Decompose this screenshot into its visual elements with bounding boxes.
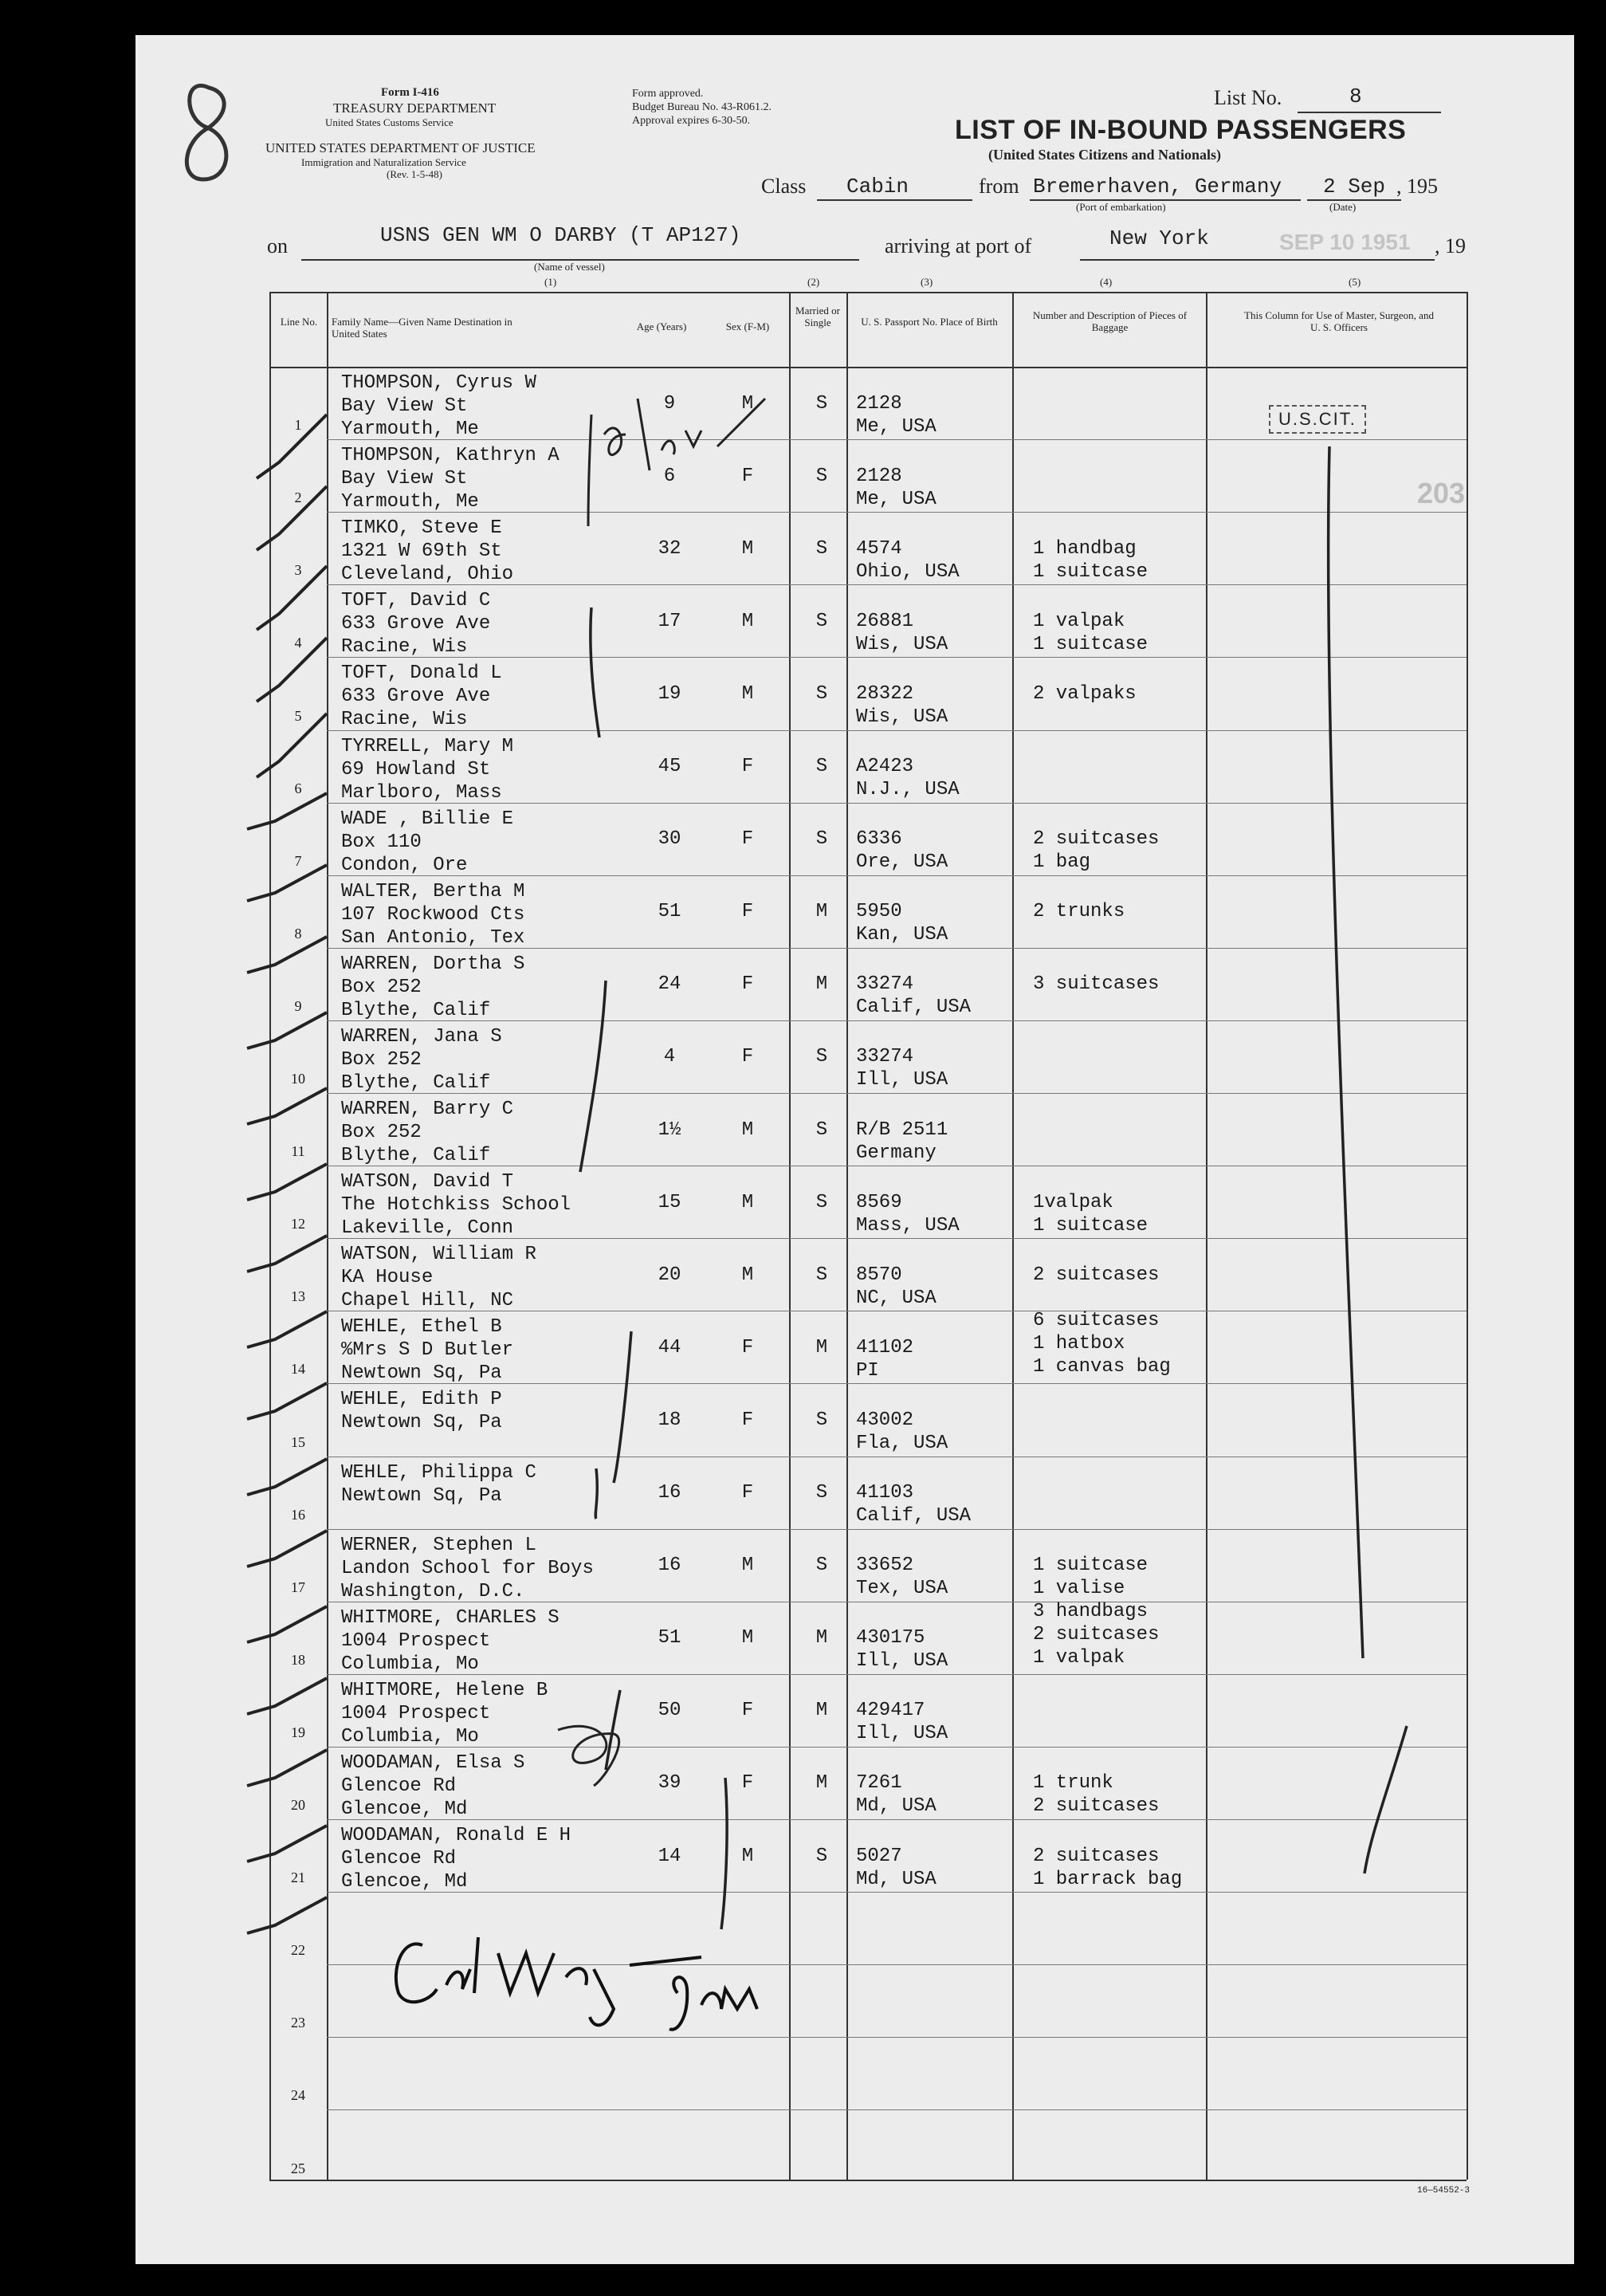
passenger-sex: F — [741, 1336, 754, 1358]
passport-field: 5027 — [856, 1845, 902, 1867]
passenger-name-line: WOODAMAN, Elsa S — [341, 1751, 525, 1774]
passenger-name-line: WARREN, Jana S — [341, 1025, 502, 1048]
passenger-sex: F — [741, 973, 754, 996]
passenger-sex: F — [741, 828, 754, 851]
column-number-5: (5) — [1349, 276, 1361, 288]
passenger-name-line: San Antonio, Tex — [341, 926, 525, 949]
baggage-item: 1 valise — [1033, 1578, 1125, 1600]
passenger-name-line: Bay View St — [341, 468, 468, 490]
header-passport: U. S. Passport No. Place of Birth — [861, 316, 998, 328]
passenger-sex: F — [741, 1700, 754, 1722]
date-caption: (Date) — [1329, 201, 1357, 213]
passenger-name-line: Box 252 — [341, 1122, 422, 1143]
marital-status: M — [815, 1772, 828, 1795]
passport-field: 28322 — [856, 682, 914, 705]
column-number-1: (1) — [544, 276, 557, 288]
passenger-name-line: %Mrs S D Butler — [341, 1339, 514, 1362]
baggage-item: 1 suitcase — [1033, 1214, 1149, 1236]
baggage-item: 2 suitcases — [1033, 1623, 1160, 1645]
arriving-label: arriving at port of — [885, 234, 1032, 258]
line-number: 2 — [294, 489, 302, 506]
passenger-name-line: Cleveland, Ohio — [341, 564, 514, 586]
passenger-sex: F — [741, 1482, 754, 1504]
passenger-sex: F — [741, 1772, 754, 1795]
passport-field: 6336 — [856, 828, 902, 851]
passport-field: Wis, USA — [856, 706, 948, 728]
passenger-age: 17 — [658, 610, 681, 632]
passport-field: Kan, USA — [856, 924, 948, 946]
passport-field: Me, USA — [856, 488, 937, 510]
passport-field: Ore, USA — [856, 851, 948, 874]
passenger-age: 50 — [658, 1700, 681, 1722]
passenger-name-line: WATSON, David T — [341, 1171, 514, 1193]
passport-field: 41102 — [856, 1336, 914, 1358]
passenger-name-line: Columbia, Mo — [341, 1653, 479, 1675]
passenger-name-line: Newtown Sq, Pa — [341, 1412, 502, 1434]
passport-field: 43002 — [856, 1409, 914, 1431]
passenger-name-line: THOMPSON, Cyrus W — [341, 372, 536, 394]
footer-code: 16—54552-3 — [1417, 2186, 1471, 2196]
passenger-sex: M — [741, 1555, 754, 1577]
passport-field: 26881 — [856, 610, 914, 632]
marital-status: S — [815, 1119, 828, 1141]
passport-field: N.J., USA — [856, 779, 960, 801]
passenger-name-line: Racine, Wis — [341, 709, 468, 731]
passenger-name-line: Chapel Hill, NC — [341, 1290, 514, 1312]
line-number: 3 — [294, 562, 302, 579]
class-value: Cabin — [846, 175, 909, 199]
department-of-justice: UNITED STATES DEPARTMENT OF JUSTICE — [265, 140, 536, 155]
vessel-caption: (Name of vessel) — [534, 261, 605, 273]
passenger-sex: M — [741, 682, 754, 705]
passenger-age: 19 — [658, 682, 681, 705]
marital-status: S — [815, 682, 828, 705]
passenger-sex: M — [741, 1264, 754, 1286]
passenger-sex: F — [741, 1409, 754, 1431]
passenger-age: 14 — [658, 1845, 681, 1867]
passenger-sex: F — [741, 465, 754, 487]
passenger-name-line: WHITMORE, CHARLES S — [341, 1606, 560, 1629]
marital-status: M — [815, 1336, 828, 1358]
passport-field: 2128 — [856, 465, 902, 487]
baggage-item: 1 handbag — [1033, 537, 1137, 560]
baggage-item: 1 bag — [1033, 851, 1091, 874]
baggage-item: 1 suitcase — [1033, 1555, 1149, 1577]
line-number: 23 — [291, 2015, 305, 2031]
line-number: 11 — [291, 1143, 305, 1160]
line-number: 12 — [291, 1216, 305, 1233]
marital-status: S — [815, 610, 828, 632]
marital-status: M — [815, 1627, 828, 1649]
on-label: on — [267, 234, 288, 258]
baggage-item: 2 suitcases — [1033, 1795, 1160, 1818]
column-number-2: (2) — [807, 276, 820, 288]
passport-field: Md, USA — [856, 1795, 937, 1818]
form-number: Form I-416 — [381, 86, 439, 99]
passport-field: Ill, USA — [856, 1723, 948, 1745]
passenger-name-line: Landon School for Boys — [341, 1557, 594, 1579]
line-number: 25 — [291, 2160, 305, 2176]
passport-field: 430175 — [856, 1627, 925, 1649]
line-number: 4 — [294, 635, 302, 651]
passenger-age: 6 — [663, 465, 676, 487]
passenger-age: 1½ — [658, 1119, 681, 1141]
passenger-name-line: WEHLE, Edith P — [341, 1389, 502, 1411]
passenger-age: 45 — [658, 756, 681, 778]
line-number: 1 — [294, 417, 302, 434]
marital-status: S — [815, 756, 828, 778]
marital-status: S — [815, 537, 828, 560]
treasury-department: TREASURY DEPARTMENT — [333, 100, 497, 116]
line-number: 17 — [291, 1578, 305, 1595]
margin-eight — [187, 85, 226, 179]
passenger-name-line: 1321 W 69th St — [341, 541, 502, 563]
passenger-name-line: Washington, D.C. — [341, 1580, 525, 1602]
passport-field: Tex, USA — [856, 1578, 948, 1600]
passport-field: Ill, USA — [856, 1650, 948, 1673]
passenger-age: 51 — [658, 901, 681, 923]
arrival-date-stamp: SEP 10 1951 — [1279, 230, 1411, 254]
baggage-item: 1 canvas bag — [1033, 1356, 1171, 1378]
passenger-name-line: WARREN, Dortha S — [341, 953, 525, 975]
passenger-name-line: Marlboro, Mass — [341, 781, 502, 804]
passenger-age: 39 — [658, 1772, 681, 1795]
header-married: Married or Single — [795, 305, 840, 328]
baggage-item: 3 suitcases — [1033, 973, 1160, 996]
passenger-name-line: 1004 Prospect — [341, 1702, 491, 1724]
vessel-name: USNS GEN WM O DARBY (T AP127) — [380, 223, 741, 247]
passenger-name-line: Newtown Sq, Pa — [341, 1484, 502, 1507]
baggage-item: 1 valpak — [1033, 1646, 1125, 1669]
column-number-4: (4) — [1100, 276, 1113, 288]
revision: (Rev. 1-5-48) — [387, 168, 442, 180]
customs-service: United States Customs Service — [325, 116, 454, 128]
passenger-name-line: Blythe, Calif — [341, 999, 491, 1021]
passenger-sex: M — [741, 392, 754, 415]
baggage-item: 1 valpak — [1033, 610, 1125, 632]
baggage-item: 1 barrack bag — [1033, 1868, 1183, 1890]
baggage-item: 2 trunks — [1033, 901, 1125, 923]
line-number: 16 — [291, 1506, 305, 1523]
baggage-item: 1 suitcase — [1033, 560, 1149, 583]
baggage-item: 2 suitcases — [1033, 1845, 1160, 1867]
passenger-sex: M — [741, 610, 754, 632]
passenger-name-line: WHITMORE, Helene B — [341, 1679, 548, 1701]
passport-field: Fla, USA — [856, 1432, 948, 1454]
passport-field: 33274 — [856, 1046, 914, 1068]
passenger-name-line: 107 Rockwood Cts — [341, 903, 525, 926]
baggage-item: 2 valpaks — [1033, 682, 1137, 705]
line-number: 5 — [294, 707, 302, 724]
passenger-name-line: Blythe, Calif — [341, 1071, 491, 1094]
passport-field: 429417 — [856, 1700, 925, 1722]
marital-status: M — [815, 901, 828, 923]
passenger-name-line: Glencoe, Md — [341, 1798, 468, 1820]
baggage-item: 1valpak — [1033, 1191, 1113, 1213]
document-subtitle: (United States Citizens and Nationals) — [988, 147, 1222, 163]
passenger-name-line: WATSON, William R — [341, 1244, 536, 1266]
passenger-name-line: Columbia, Mo — [341, 1725, 479, 1748]
passenger-name-line: Blythe, Calif — [341, 1145, 491, 1166]
passenger-name-line: Glencoe Rd — [341, 1848, 457, 1869]
from-label: from — [979, 175, 1019, 198]
baggage-item: 6 suitcases — [1033, 1310, 1160, 1332]
passenger-sex: M — [741, 1845, 754, 1867]
budget-bureau: Budget Bureau No. 43-R061.2. — [632, 101, 772, 113]
passport-field: Calif, USA — [856, 997, 972, 1019]
us-citizen-stamp: U.S.CIT. — [1269, 405, 1366, 434]
passenger-age: 16 — [658, 1555, 681, 1577]
passenger-name-line: TIMKO, Steve E — [341, 517, 502, 540]
marital-status: S — [815, 1191, 828, 1213]
passenger-name-line: Box 252 — [341, 1048, 422, 1071]
passenger-name-line: Racine, Wis — [341, 636, 468, 659]
list-number: 8 — [1349, 85, 1362, 108]
passport-field: 33274 — [856, 973, 914, 996]
line-number: 13 — [291, 1288, 305, 1305]
marital-status: S — [815, 1046, 828, 1068]
passport-field: PI — [856, 1359, 879, 1382]
marital-status: M — [815, 1700, 828, 1722]
marital-status: S — [815, 392, 828, 415]
passenger-name-line: Glencoe Rd — [341, 1775, 457, 1797]
baggage-item: 3 handbags — [1033, 1600, 1149, 1622]
class-label: Class — [761, 175, 807, 198]
column-number-3: (3) — [921, 276, 933, 288]
passenger-name-line: 69 Howland St — [341, 758, 491, 780]
passport-field: A2423 — [856, 756, 914, 778]
baggage-item: 2 suitcases — [1033, 828, 1160, 851]
passenger-name-line: 633 Grove Ave — [341, 613, 491, 635]
passenger-name-line: 1004 Prospect — [341, 1630, 491, 1652]
header-name: Family Name—Given Name Destination in United States — [332, 316, 512, 340]
passenger-name-line: Condon, Ore — [341, 854, 468, 876]
embarkation-port: Bremerhaven, Germany — [1033, 175, 1282, 199]
line-number: 24 — [291, 2087, 305, 2104]
passport-field: Ohio, USA — [856, 560, 960, 583]
embarkation-date: 2 Sep — [1323, 175, 1386, 199]
passport-field: 2128 — [856, 392, 902, 415]
annotation-text — [0, 0, 3, 1]
passenger-name-line: Glencoe, Md — [341, 1871, 468, 1893]
passport-field: NC, USA — [856, 1287, 937, 1309]
passenger-age: 51 — [658, 1627, 681, 1649]
passenger-age: 20 — [658, 1264, 681, 1286]
passport-field: Mass, USA — [856, 1214, 960, 1236]
passport-field: Me, USA — [856, 415, 937, 438]
marital-status: M — [815, 973, 828, 996]
passport-field: 33652 — [856, 1555, 914, 1577]
handwritten-annotation — [588, 399, 765, 526]
line-number: 9 — [294, 997, 302, 1014]
list-number-label: List No. — [1214, 86, 1282, 109]
passenger-name-line: WALTER, Bertha M — [341, 880, 525, 902]
header-baggage: Number and Description of Pieces of Baggage — [1032, 309, 1188, 333]
bracket-strokes — [580, 446, 1407, 1929]
page-number-mark: 203 — [1417, 477, 1466, 509]
passenger-name-line: TYRRELL, Mary M — [341, 735, 514, 757]
ins-service: Immigration and Naturalization Service — [301, 156, 466, 168]
marital-status: S — [815, 1409, 828, 1431]
passenger-age: 18 — [658, 1409, 681, 1431]
passenger-name-line: KA House — [341, 1267, 434, 1289]
passport-field: Ill, USA — [856, 1069, 948, 1091]
year-19: , 19 — [1435, 234, 1466, 258]
passenger-name-line: WOODAMAN, Ronald E H — [341, 1825, 571, 1846]
year-195: , 195 — [1396, 175, 1438, 198]
passenger-name-line: TOFT, David C — [341, 590, 491, 612]
passport-field: Wis, USA — [856, 633, 948, 655]
header-line-no: Line No. — [280, 316, 318, 328]
passport-field: 8569 — [856, 1191, 902, 1213]
passenger-name-line: Lakeville, Conn — [341, 1217, 514, 1240]
passenger-age: 32 — [658, 537, 681, 560]
baggage-item: 2 suitcases — [1033, 1264, 1160, 1286]
passenger-name-line: 633 Grove Ave — [341, 686, 491, 708]
line-number: 15 — [291, 1433, 305, 1450]
line-number: 6 — [294, 780, 302, 796]
signature — [396, 1937, 757, 2030]
baggage-item: 1 trunk — [1033, 1772, 1113, 1795]
passport-field: 8570 — [856, 1264, 902, 1286]
passport-field: Calif, USA — [856, 1505, 972, 1527]
passenger-age: 30 — [658, 828, 681, 851]
passenger-age: 15 — [658, 1191, 681, 1213]
passenger-age: 16 — [658, 1482, 681, 1504]
passenger-sex: M — [741, 1119, 754, 1141]
passenger-name-line: Box 252 — [341, 976, 422, 998]
passenger-name-line: TOFT, Donald L — [341, 662, 502, 685]
passport-field: R/B 2511 — [856, 1119, 948, 1141]
embarkation-caption: (Port of embarkation) — [1076, 201, 1166, 213]
passenger-sex: M — [741, 1627, 754, 1649]
line-number: 10 — [291, 1071, 305, 1087]
passenger-age: 44 — [658, 1336, 681, 1358]
line-number: 7 — [294, 852, 302, 869]
marital-status: S — [815, 1264, 828, 1286]
header-sex: Sex (F-M) — [725, 320, 770, 332]
line-number: 21 — [291, 1869, 305, 1886]
header-age: Age (Years) — [636, 320, 687, 332]
passport-field: 7261 — [856, 1772, 902, 1795]
passport-field: 4574 — [856, 537, 902, 560]
line-number: 19 — [291, 1724, 305, 1740]
baggage-item: 1 suitcase — [1033, 633, 1149, 655]
form-approved: Form approved. — [632, 88, 704, 100]
line-number: 14 — [291, 1361, 305, 1378]
passenger-name-line: WADE , Billie E — [341, 808, 514, 830]
passenger-name-line: Bay View St — [341, 395, 468, 417]
marital-status: S — [815, 1555, 828, 1577]
marital-status: S — [815, 828, 828, 851]
passenger-name-line: WARREN, Barry C — [341, 1099, 514, 1120]
passenger-name-line: WEHLE, Philippa C — [341, 1461, 536, 1484]
marital-status: S — [815, 1482, 828, 1504]
passenger-name-line: WERNER, Stephen L — [341, 1534, 536, 1556]
passenger-age: 9 — [663, 392, 676, 415]
marital-status: S — [815, 465, 828, 487]
passenger-sex: F — [741, 1046, 754, 1068]
document-title: LIST OF IN-BOUND PASSENGERS — [955, 115, 1407, 145]
line-number: 22 — [291, 1942, 305, 1959]
passenger-sex: F — [741, 756, 754, 778]
approval-expires: Approval expires 6-30-50. — [632, 115, 751, 127]
passport-field: 5950 — [856, 901, 902, 923]
passenger-name-line: Yarmouth, Me — [341, 419, 479, 440]
passport-field: Germany — [856, 1142, 937, 1164]
passport-field: Md, USA — [856, 1868, 937, 1890]
passenger-name-line: The Hotchkiss School — [341, 1194, 571, 1217]
passenger-sex: M — [741, 1191, 754, 1213]
passenger-name-line: Newtown Sq, Pa — [341, 1362, 502, 1385]
passenger-age: 4 — [663, 1046, 676, 1068]
passenger-name-line: Box 110 — [341, 831, 422, 853]
passenger-sex: M — [741, 537, 754, 560]
handwritten-scribble — [558, 1726, 619, 1786]
passenger-name-line: THOMPSON, Kathryn A — [341, 445, 560, 467]
line-number: 8 — [294, 925, 302, 942]
passport-field: 41103 — [856, 1482, 914, 1504]
marital-status: S — [815, 1845, 828, 1867]
line-number: 20 — [291, 1797, 305, 1813]
passenger-age: 24 — [658, 973, 681, 996]
passenger-sex: F — [741, 901, 754, 923]
arrival-port: New York — [1109, 226, 1209, 250]
line-number: 18 — [291, 1651, 305, 1668]
baggage-item: 1 hatbox — [1033, 1333, 1125, 1355]
passenger-name-line: Yarmouth, Me — [341, 491, 479, 513]
check-marks — [247, 415, 327, 1933]
passenger-name-line: WEHLE, Ethel B — [341, 1316, 502, 1339]
header-officers: This Column for Use of Master, Surgeon, and U. S. Officers — [1244, 309, 1434, 333]
